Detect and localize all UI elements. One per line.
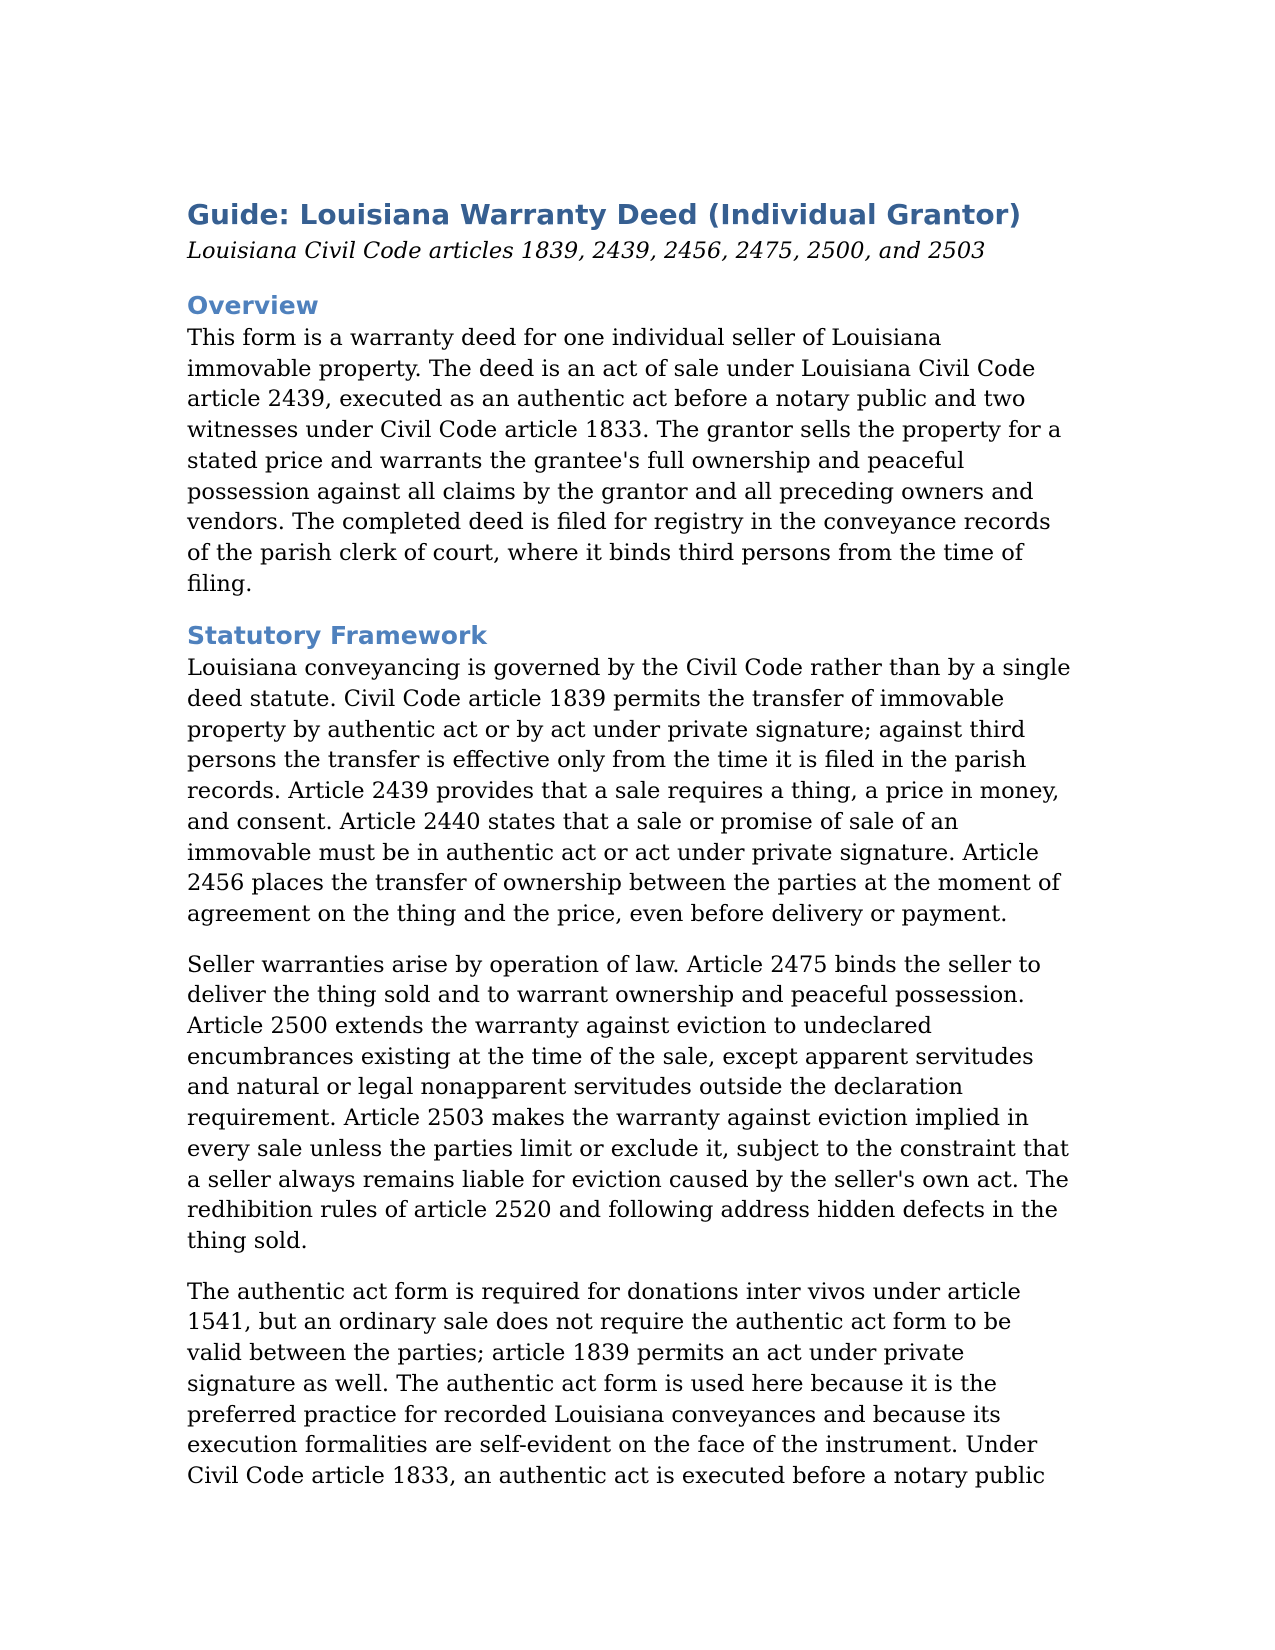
paragraph — [187, 1277, 1087, 1492]
paragraph-line: preferred practice for recorded Louisiana conveyances and because its — [187, 1401, 1001, 1428]
paragraph-line: vendors. The completed deed is filed for registry in the conveyance records — [187, 509, 1051, 536]
paragraph-line: redhibition rules of article 2520 and following address hidden defects in the — [187, 1197, 1058, 1224]
paragraph-line: and natural or legal nonapparent servitudes outside the declaration — [187, 1074, 964, 1101]
paragraph-line: witnesses under Civil Code article 1833. The grantor sells the property for a — [187, 417, 1062, 444]
paragraph-line: 2456 places the transfer of ownership between the parties at the moment of — [187, 870, 1060, 897]
paragraph-line: requirement. Article 2503 makes the warranty against eviction implied in — [187, 1105, 1029, 1132]
section-heading-overview: Overview — [187, 291, 319, 320]
paragraph-line: persons the transfer is effective only from the time it is filed in the parish — [187, 747, 1027, 774]
document-subtitle: Louisiana Civil Code articles 1839, 2439, 2456, 2475, 2500, and 2503 — [187, 238, 986, 264]
paragraph-line: property by authentic act or by act under private signature; against third — [187, 716, 1026, 743]
document-page — [187, 196, 1087, 1492]
section-overview — [187, 289, 1087, 599]
section-heading-statutory-framework: Statutory Framework — [187, 621, 487, 651]
paragraph-line: 1541, but an ordinary sale does not require the authentic act form to be — [187, 1309, 1012, 1336]
paragraph-line: a seller always remains liable for eviction caused by the seller's own act. The — [187, 1166, 1069, 1193]
paragraph-line: encumbrances existing at the time of the sale, except apparent servitudes — [187, 1043, 1034, 1070]
paragraph-line: of the parish clerk of court, where it binds third persons from the time of — [187, 539, 1024, 566]
paragraph-line: Article 2500 extends the warranty against eviction to undeclared — [187, 1013, 932, 1040]
paragraph-line: Louisiana conveyancing is governed by the Civil Code rather than by a single — [187, 655, 1071, 682]
paragraph — [187, 950, 1087, 1257]
paragraph-line: article 2439, executed as an authentic act before a notary public and two — [187, 386, 1026, 413]
paragraph-line: Civil Code article 1833, an authentic act is executed before a notary public — [187, 1462, 1046, 1489]
paragraph-line: The authentic act form is required for donations inter vivos under article — [187, 1278, 1021, 1305]
paragraph-line: Seller warranties arise by operation of law. Article 2475 binds the seller to — [187, 951, 1041, 978]
paragraph-line: possession against all claims by the grantor and all preceding owners and — [187, 478, 1034, 505]
paragraph — [187, 653, 1087, 929]
paragraph-line: deliver the thing sold and to warrant ownership and peaceful possession. — [187, 982, 1025, 1009]
paragraph-line: agreement on the thing and the price, even before delivery or payment. — [187, 900, 1008, 927]
paragraph-line: every sale unless the parties limit or exclude it, subject to the constraint that — [187, 1135, 1069, 1162]
paragraph-line: thing sold. — [187, 1227, 308, 1254]
document-title: Guide: Louisiana Warranty Deed (Individual Grantor) — [187, 198, 1022, 231]
paragraph-line: valid between the parties; article 1839 permits an act under private — [187, 1340, 965, 1367]
paragraph-line: records. Article 2439 provides that a sale requires a thing, a price in money, — [187, 778, 1060, 805]
paragraph-line: signature as well. The authentic act form is used here because it is the — [187, 1370, 997, 1397]
paragraph-line: immovable must be in authentic act or act under private signature. Article — [187, 839, 1039, 866]
paragraph-line: execution formalities are self-evident on the face of the instrument. Under — [187, 1432, 1038, 1459]
paragraph-line: filing. — [187, 570, 253, 597]
section-statutory-framework — [187, 619, 1087, 1491]
paragraph-line: deed statute. Civil Code article 1839 permits the transfer of immovable — [187, 686, 1005, 713]
paragraph-line: stated price and warrants the grantee's full ownership and peaceful — [187, 447, 965, 474]
paragraph-line: and consent. Article 2440 states that a sale or promise of sale of an — [187, 808, 959, 835]
paragraph — [187, 323, 1087, 599]
paragraph-line: immovable property. The deed is an act of sale under Louisiana Civil Code — [187, 355, 1036, 382]
paragraph-line: This form is a warranty deed for one individual seller of Louisiana — [187, 325, 942, 351]
